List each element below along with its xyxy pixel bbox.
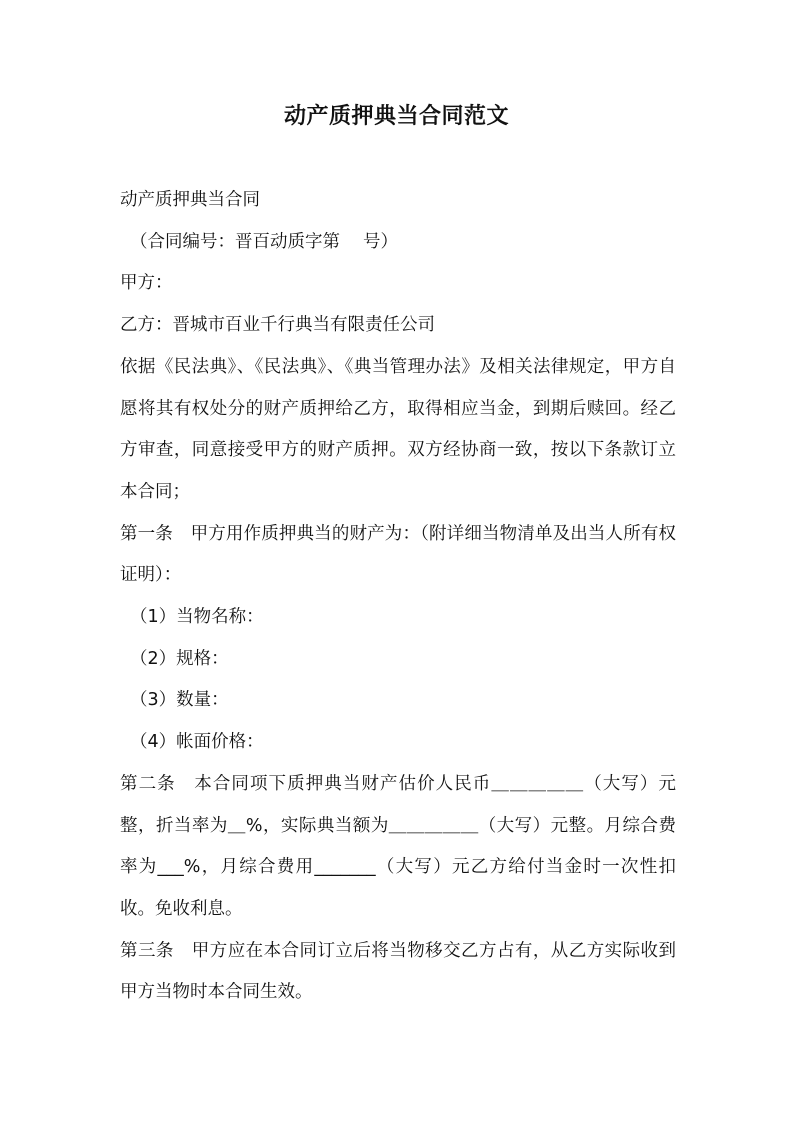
article-3: 第三条 甲方应在本合同订立后将当物移交乙方占有，从乙方实际收到甲方当物时本合同生效。 — [120, 940, 676, 1003]
page-title: 动产质押典当合同范文 — [283, 104, 509, 129]
article-1-item: （4）帐面价格： — [130, 732, 264, 753]
party-a: 甲方： — [120, 273, 173, 294]
preamble-paragraph: 依据《民法典》、《民法典》、《典当管理办法》及相关法律规定，甲方自愿将其有权处分的财产质押给乙方，取得相应当金，到期后赎回。经乙方审查，同意接受甲方的财产质押。双方经协商一致，按以下条款订立本合同； — [120, 356, 676, 502]
article-1: 第一条 甲方用作质押典当的财产为：（附详细当物清单及出当人所有权证明）： — [120, 523, 676, 586]
party-b: 乙方：晋城市百业千行典当有限责任公司 — [120, 315, 435, 336]
article-1-item: （2）规格： — [130, 648, 229, 669]
contract-name: 动产质押典当合同 — [120, 190, 260, 210]
article-2: 第二条 本合同项下质押典当财产估价人民币＿＿＿＿＿（大写）元整，折当率为＿%，实际典当额为＿＿＿＿＿（大写）元整。月综合费率为___%，月综合费用_______（大写）元乙方给付当金时一次性扣收。免收利息。 — [120, 773, 676, 919]
contract-number: （合同编号：晋百动质字第 号） — [130, 231, 399, 252]
article-1-item: （3）数量： — [130, 690, 229, 711]
article-1-item: （1）当物名称： — [130, 607, 264, 628]
document-body — [120, 180, 676, 1014]
